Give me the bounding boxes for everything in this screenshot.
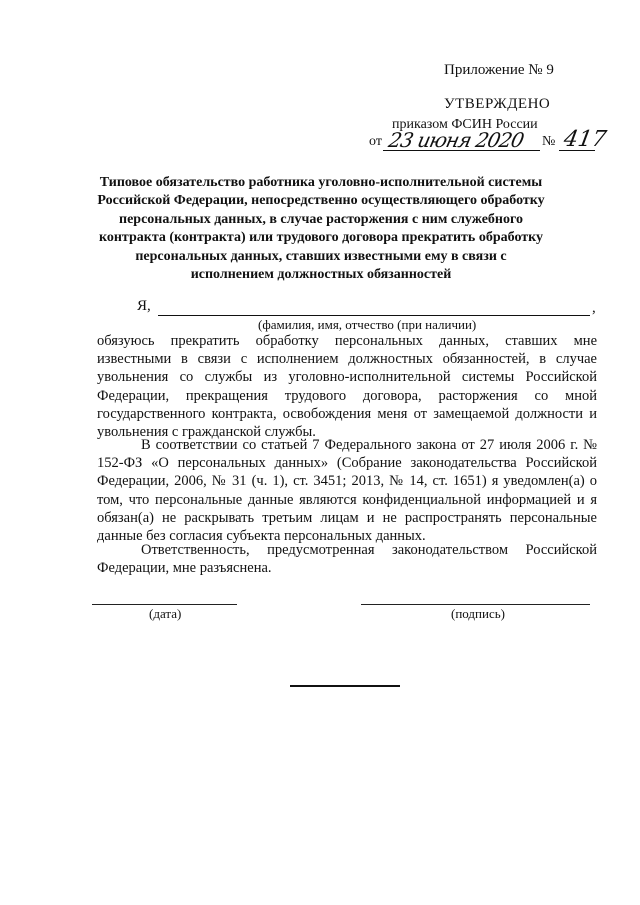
date-fill-line[interactable]: [92, 604, 237, 605]
appendix-label: Приложение № 9: [444, 62, 554, 78]
handwritten-number: 417: [561, 127, 609, 152]
end-divider: [290, 685, 400, 687]
fio-caption: (фамилия, имя, отчество (при наличии): [258, 317, 477, 332]
handwritten-date: 23 июня 2020: [386, 128, 526, 152]
number-label: №: [542, 134, 556, 149]
approved-stamp: УТВЕРЖДЕНО: [444, 96, 551, 112]
signature-fill-line[interactable]: [361, 604, 590, 605]
signature-caption: (подпись): [451, 606, 505, 621]
order-date-number: [369, 127, 609, 156]
fio-fill-line[interactable]: [158, 315, 590, 316]
date-prefix: от: [369, 134, 382, 149]
number-underline: [559, 150, 595, 151]
paragraph-obligation: обязуюсь прекратить обработку персональных данных, ставших мне известными в связи с исполнением должностных обязанностей, в случае увольнения со службы из уголовно-исполнительной системы Российской Федерации, прекращения трудового договора, расторжения со мной государственного контракта, освобождения меня от замещаемой должности и увольнения с гражданской службы.: [97, 333, 597, 441]
date-underline: [383, 150, 540, 151]
document-title: Типовое обязательство работника уголовно-исполнительной системы Российской Федерации, непосредственно осуществляющего обработку персональных данных, в случае расторжения с ним служебного контракта (контракта) или трудового договора прекратить обработку персональных данных, ставших известными ему в связи с исполнением должностных обязанностей: [97, 175, 545, 283]
declarant-pronoun: Я,: [137, 298, 151, 314]
paragraph-legal-notice: В соответствии со статьей 7 Федерального закона от 27 июля 2006 г. № 152-ФЗ «О персональных данных» (Собрание законодательства Российской Федерации, 2006, № 31 (ч. 1), ст. 3451; 2013, № 14, ст. 1651) я уведомлен(а) о том, что персональные данные являются конфиденциальной информацией и я обязан(а) не раскрывать третьим лицам и не распространять персональные данные без согласия субъекта персональных данных.: [97, 437, 597, 545]
date-caption: (дата): [149, 606, 182, 621]
fio-comma: ,: [592, 300, 596, 316]
order-reference: приказом ФСИН России: [392, 117, 538, 132]
paragraph-responsibility: Ответственность, предусмотренная законодательством Российской Федерации, мне разъяснена.: [97, 542, 597, 577]
